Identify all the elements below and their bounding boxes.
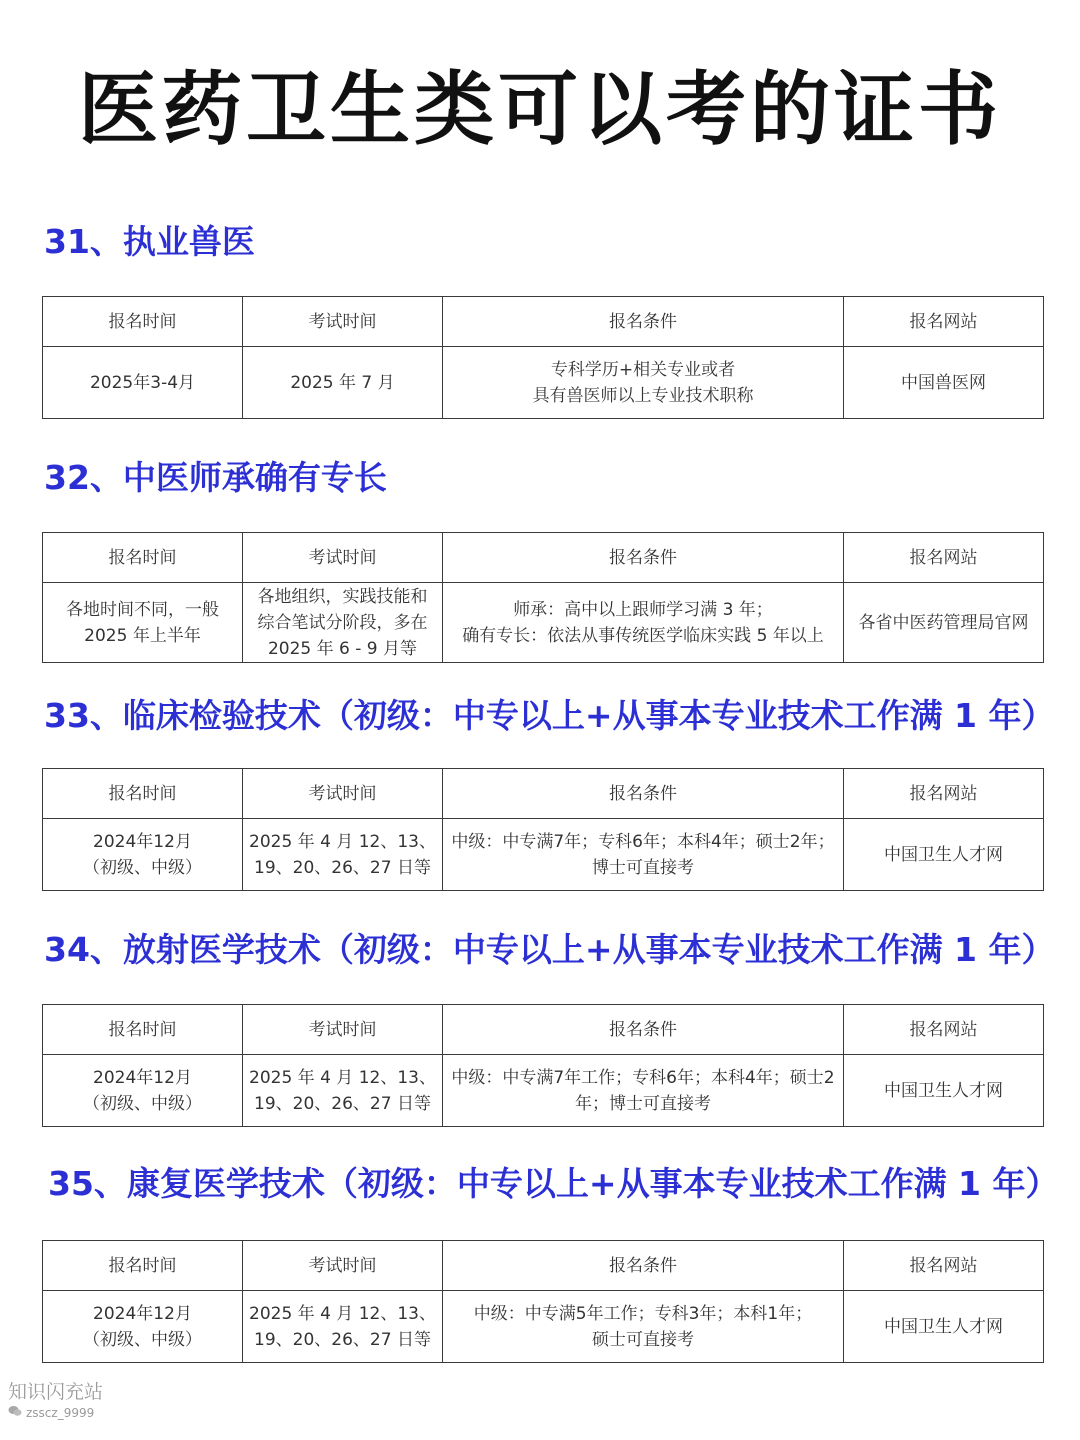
header-signup-time: 报名时间 [43, 769, 243, 819]
table-header-row [43, 1005, 1044, 1055]
header-exam-time: 考试时间 [243, 1241, 443, 1291]
cell-website: 中国卫生人才网 [844, 1291, 1044, 1363]
cert-table [42, 296, 1044, 419]
cell-exam-time: 各地组织，实践技能和 综合笔试分阶段，多在 2025 年 6 - 9 月等 [243, 583, 443, 663]
wechat-icon [8, 1404, 22, 1422]
cell-exam-time: 2025 年 4 月 12、13、 19、20、26、27 日等 [243, 819, 443, 891]
table-row [43, 583, 1044, 663]
table-header-row [43, 297, 1044, 347]
cert-table [42, 532, 1044, 663]
cell-requirements: 专科学历+相关专业或者 具有兽医师以上专业技术职称 [443, 347, 844, 419]
section-heading: 31、执业兽医 [44, 222, 255, 261]
header-exam-time: 考试时间 [243, 533, 443, 583]
header-exam-time: 考试时间 [243, 769, 443, 819]
cell-requirements: 中级：中专满7年工作；专科6年；本科4年；硕士2 年；博士可直接考 [443, 1055, 844, 1127]
header-requirements: 报名条件 [443, 297, 844, 347]
section-heading: 34、放射医学技术（初级：中专以上+从事本专业技术工作满 1 年） [44, 930, 1055, 969]
section-heading: 33、临床检验技术（初级：中专以上+从事本专业技术工作满 1 年） [44, 696, 1055, 735]
cell-website: 中国卫生人才网 [844, 1055, 1044, 1127]
watermark-id-row [8, 1404, 103, 1422]
cell-requirements: 中级：中专满7年；专科6年；本科4年；硕士2年； 博士可直接考 [443, 819, 844, 891]
page-title: 医药卫生类可以考的证书 [78, 63, 1002, 156]
cell-requirements: 中级：中专满5年工作；专科3年；本科1年； 硕士可直接考 [443, 1291, 844, 1363]
section-31 [42, 222, 1062, 406]
header-website: 报名网站 [844, 1241, 1044, 1291]
watermark-id: zsscz_9999 [26, 1406, 95, 1420]
header-website: 报名网站 [844, 1005, 1044, 1055]
section-heading: 35、康复医学技术（初级：中专以上+从事本专业技术工作满 1 年） [48, 1164, 1059, 1203]
header-signup-time: 报名时间 [43, 533, 243, 583]
header-requirements: 报名条件 [443, 533, 844, 583]
header-website: 报名网站 [844, 297, 1044, 347]
cell-requirements: 师承：高中以上跟师学习满 3 年； 确有专长：依法从事传统医学临床实践 5 年以上 [443, 583, 844, 663]
header-requirements: 报名条件 [443, 1241, 844, 1291]
cert-table [42, 1240, 1044, 1363]
cell-signup-time: 2024年12月 （初级、中级） [43, 1055, 243, 1127]
table-row [43, 819, 1044, 891]
table-header-row [43, 769, 1044, 819]
table-row [43, 347, 1044, 419]
watermark [8, 1380, 103, 1422]
section-heading: 32、中医师承确有专长 [44, 458, 387, 497]
header-signup-time: 报名时间 [43, 1241, 243, 1291]
table-row [43, 1055, 1044, 1127]
table-row [43, 1291, 1044, 1363]
cell-website: 各省中医药管理局官网 [844, 583, 1044, 663]
section-33 [42, 696, 1062, 878]
header-website: 报名网站 [844, 533, 1044, 583]
cell-exam-time: 2025 年 7 月 [243, 347, 443, 419]
header-website: 报名网站 [844, 769, 1044, 819]
section-35 [42, 1164, 1062, 1350]
section-34 [42, 930, 1062, 1114]
table-header-row [43, 1241, 1044, 1291]
section-32 [42, 458, 1062, 659]
header-exam-time: 考试时间 [243, 297, 443, 347]
cert-table [42, 1004, 1044, 1127]
header-signup-time: 报名时间 [43, 1005, 243, 1055]
cell-exam-time: 2025 年 4 月 12、13、 19、20、26、27 日等 [243, 1055, 443, 1127]
table-header-row [43, 533, 1044, 583]
cert-table [42, 768, 1044, 891]
header-signup-time: 报名时间 [43, 297, 243, 347]
cell-exam-time: 2025 年 4 月 12、13、 19、20、26、27 日等 [243, 1291, 443, 1363]
header-exam-time: 考试时间 [243, 1005, 443, 1055]
cell-website: 中国卫生人才网 [844, 819, 1044, 891]
header-requirements: 报名条件 [443, 1005, 844, 1055]
cell-signup-time: 2024年12月 （初级、中级） [43, 1291, 243, 1363]
cell-website: 中国兽医网 [844, 347, 1044, 419]
cell-signup-time: 2025年3-4月 [43, 347, 243, 419]
header-requirements: 报名条件 [443, 769, 844, 819]
cell-signup-time: 2024年12月 （初级、中级） [43, 819, 243, 891]
watermark-name: 知识闪充站 [8, 1381, 104, 1403]
cell-signup-time: 各地时间不同，一般 2025 年上半年 [43, 583, 243, 663]
